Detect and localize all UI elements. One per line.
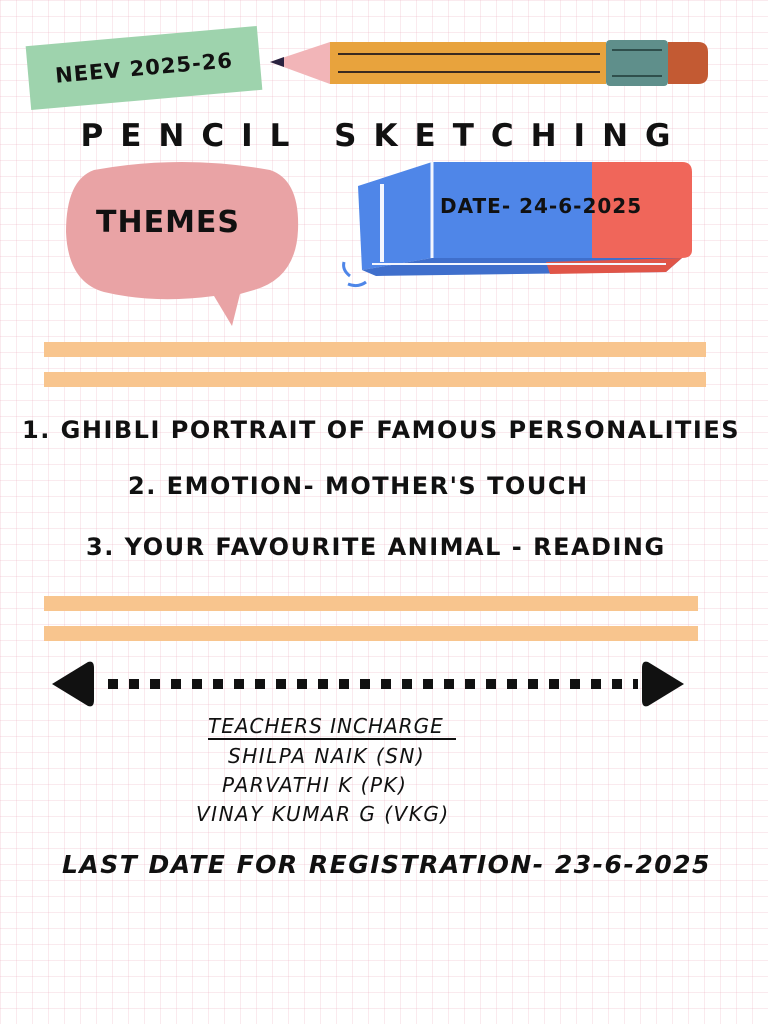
teacher-name: VINAY KUMAR G (VKG) — [196, 802, 450, 826]
eraser-icon — [336, 158, 698, 294]
event-date: DATE- 24-6-2025 — [440, 194, 643, 218]
teacher-name: PARVATHI K (PK) — [222, 773, 408, 797]
pencil-icon — [270, 36, 710, 92]
divider-stripe — [44, 372, 706, 387]
session-tag-label: NEEV 2025-26 — [54, 48, 234, 88]
teacher-name: SHILPA NAIK (SN) — [228, 744, 426, 768]
double-arrow-icon — [48, 656, 688, 712]
theme-item-1: 1. GHIBLI PORTRAIT OF FAMOUS PERSONALITIES — [22, 416, 741, 444]
teachers-heading: TEACHERS INCHARGE — [208, 714, 456, 740]
theme-item-2: 2. EMOTION- MOTHER'S TOUCH — [128, 472, 589, 500]
registration-deadline: LAST DATE FOR REGISTRATION- 23-6-2025 — [62, 850, 711, 879]
divider-stripe — [44, 596, 698, 611]
theme-item-3: 3. YOUR FAVOURITE ANIMAL - READING — [86, 533, 666, 561]
themes-heading: THEMES — [96, 205, 241, 240]
divider-stripe — [44, 626, 698, 641]
speech-bubble-icon — [64, 160, 300, 330]
session-tag — [26, 26, 263, 110]
divider-stripe — [44, 342, 706, 357]
page-title: PENCIL SKETCHING — [80, 118, 688, 154]
